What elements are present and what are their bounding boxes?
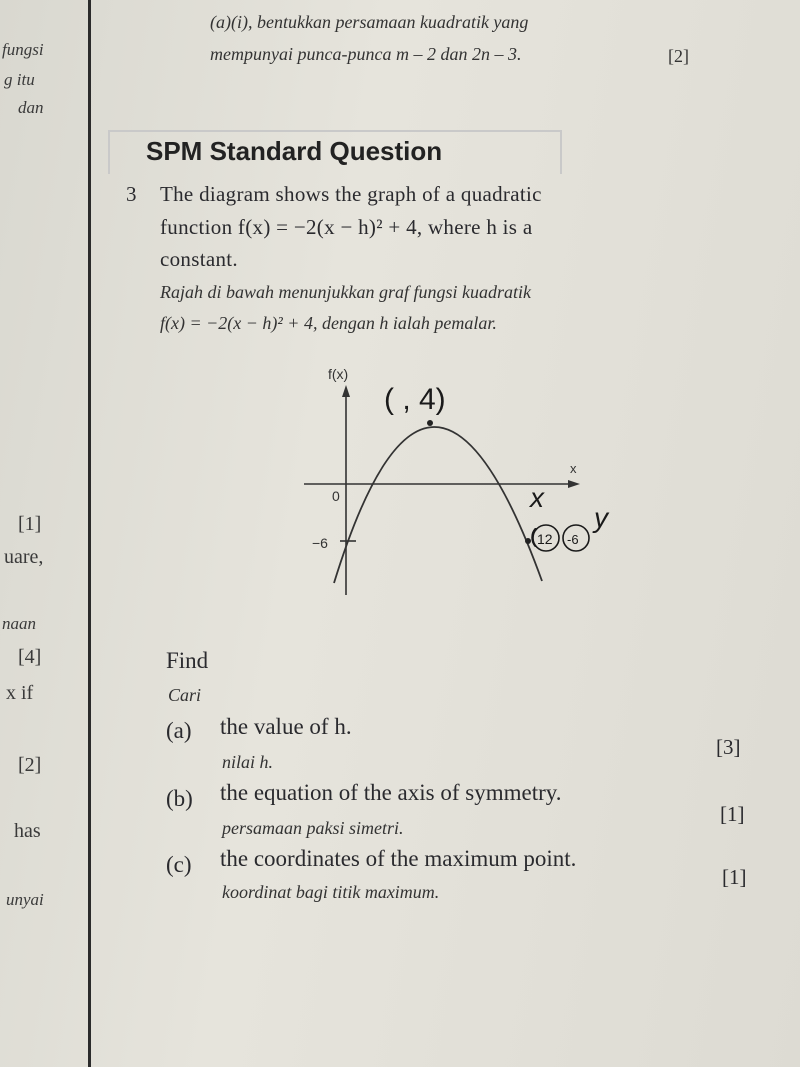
x-axis-arrow <box>568 480 580 488</box>
left-fragment: dan <box>18 98 44 117</box>
left-mark: [2] <box>18 754 42 776</box>
left-fragment: uare, <box>4 546 44 568</box>
part-b-text: the equation of the axis of symmetry. <box>220 780 562 805</box>
left-fragment: fungsi <box>2 40 44 59</box>
question-malay-line: f(x) = −2(x − h)² + 4, dengan h ialah pemalar. <box>160 313 497 333</box>
question-line: constant. <box>160 247 238 271</box>
left-fragment: unyai <box>6 890 44 909</box>
left-fragment: has <box>14 820 41 842</box>
previous-question-mark: [2] <box>668 46 689 66</box>
handwritten-vertex-note: ( , 4) <box>384 383 446 416</box>
part-b-malay: persamaan paksi simetri. <box>222 818 404 838</box>
left-fragment: x if <box>6 682 34 704</box>
left-fragment: naan <box>2 614 36 633</box>
question-malay-line: Rajah di bawah menunjukkan graf fungsi kuadratik <box>160 282 531 302</box>
handwritten-x-note: x <box>530 482 544 513</box>
left-mark: [1] <box>18 513 42 535</box>
vertex-point <box>427 420 433 426</box>
find-label: Find <box>166 648 209 673</box>
find-malay-label: Cari <box>168 685 202 705</box>
handwritten-open-paren: ( <box>530 526 537 548</box>
part-c-text: the coordinates of the maximum point. <box>220 846 577 871</box>
handwritten-y-note: y <box>594 502 608 533</box>
part-a-text: the value of h. <box>220 714 352 739</box>
part-c-malay: koordinat bagi titik maximum. <box>222 882 440 902</box>
left-fragment: g itu <box>4 70 35 89</box>
quadratic-graph <box>290 355 650 615</box>
part-a-label: (a) <box>166 718 192 743</box>
page-margin-line <box>88 0 91 1067</box>
x-axis-label: x <box>570 461 577 476</box>
previous-question-line: mempunyai punca-punca m – 2 dan 2n – 3. <box>210 44 522 64</box>
y-axis-label: f(x) <box>328 366 349 382</box>
part-a-mark: [3] <box>716 735 741 759</box>
origin-label: 0 <box>332 488 340 504</box>
part-c-mark: [1] <box>722 865 747 889</box>
parabola-curve <box>334 427 542 583</box>
handwritten-x-value: 12 <box>537 531 553 547</box>
question-number: 3 <box>126 182 137 206</box>
y-intercept-label: −6 <box>312 535 328 551</box>
left-mark: [4] <box>18 646 42 668</box>
part-b-mark: [1] <box>720 802 745 826</box>
question-line: The diagram shows the graph of a quadratic <box>160 182 542 206</box>
part-b-label: (b) <box>166 786 193 811</box>
y-axis-arrow <box>342 385 350 397</box>
section-heading: SPM Standard Question <box>146 136 443 166</box>
part-a-malay: nilai h. <box>222 752 274 772</box>
part-c-label: (c) <box>166 852 192 877</box>
previous-question-line: (a)(i), bentukkan persamaan kuadratik yang <box>210 12 529 32</box>
handwritten-y-value: -6 <box>567 532 579 547</box>
question-line: function f(x) = −2(x − h)² + 4, where h is a <box>160 215 533 239</box>
